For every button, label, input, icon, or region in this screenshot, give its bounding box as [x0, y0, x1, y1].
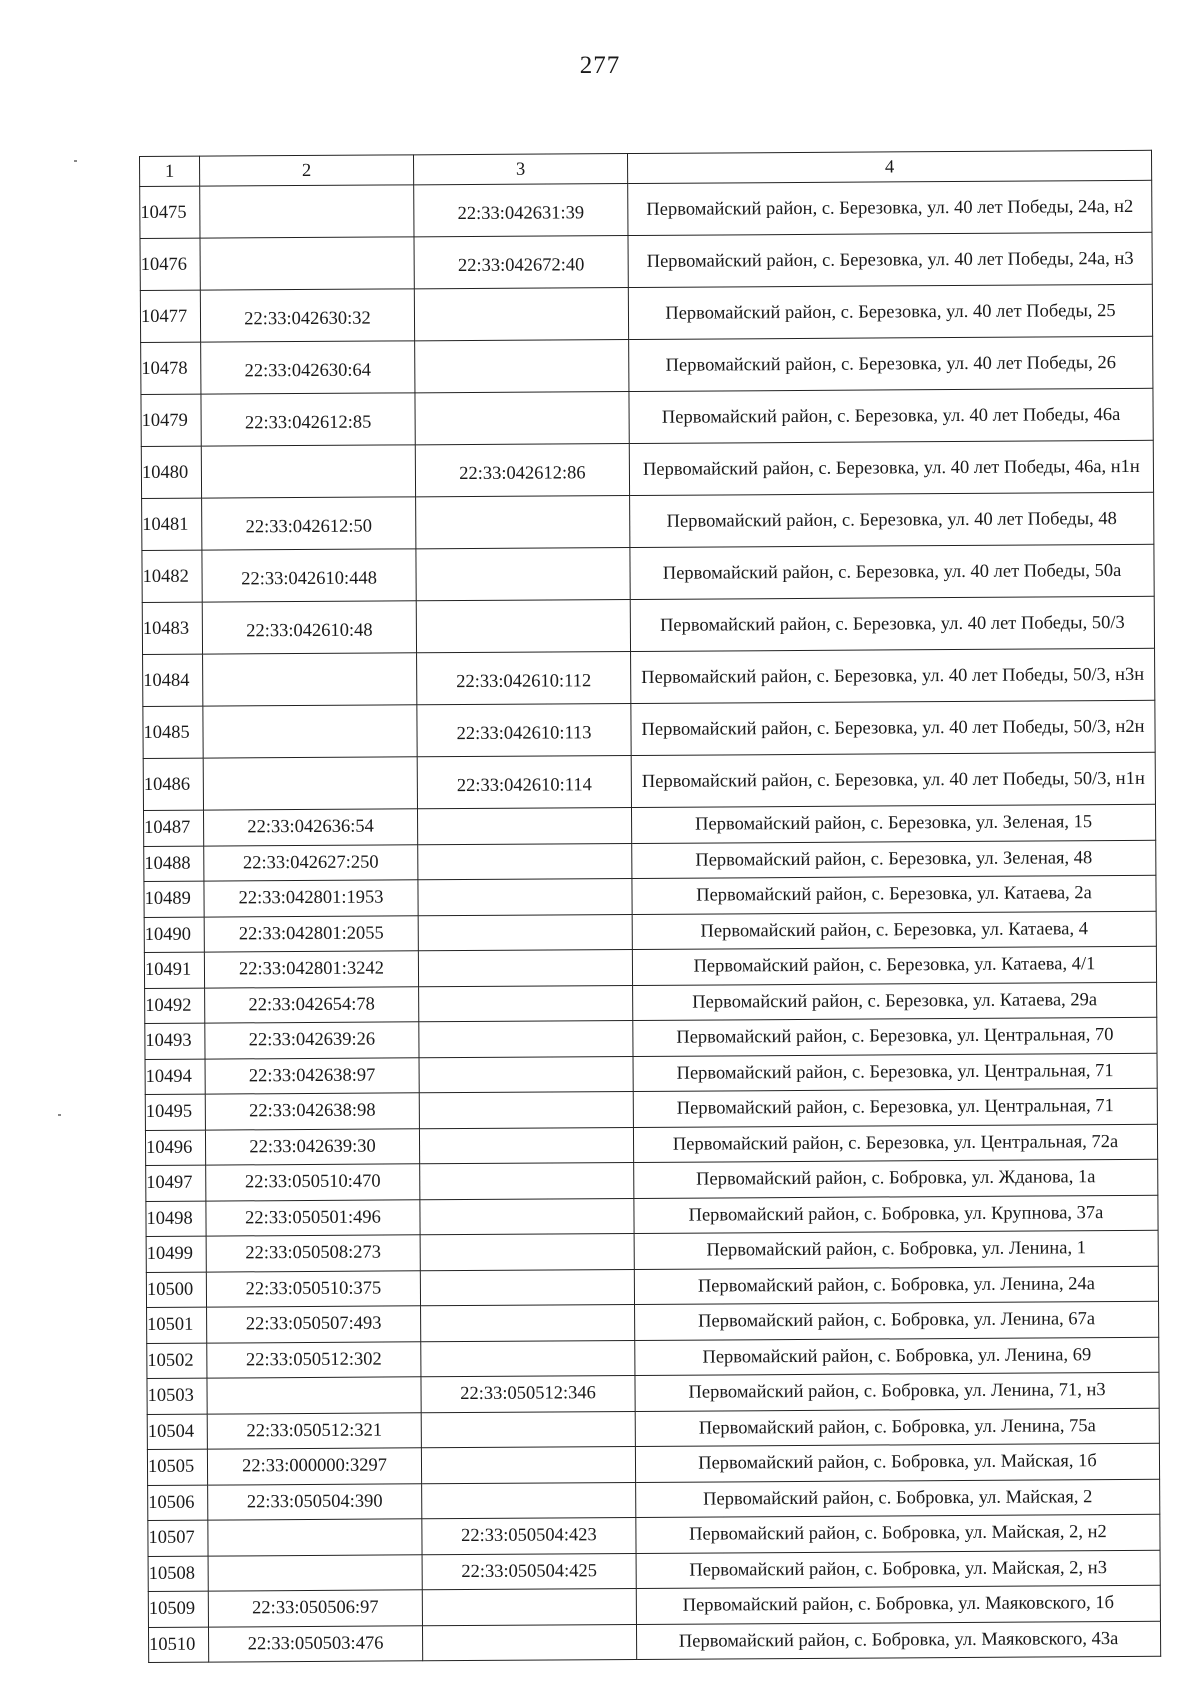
cadastral-number-cell: 22:33:042630:32	[200, 289, 414, 342]
column-header-4: 4	[627, 150, 1151, 183]
row-number-cell: 10496	[145, 1130, 205, 1166]
cadastral-number-cell	[208, 1554, 422, 1591]
row-number-cell: 10486	[143, 758, 203, 810]
table-row	[142, 596, 1154, 654]
row-number-cell: 10491	[144, 952, 204, 988]
row-number-cell: 10480	[141, 446, 201, 498]
premises-number-cell	[417, 808, 631, 845]
table-row	[145, 1017, 1157, 1059]
premises-number-cell: 22:33:050512:346	[421, 1375, 635, 1412]
address-cell: Первомайский район, с. Бобровка, ул. Майская, 2	[636, 1479, 1160, 1518]
table-row	[144, 911, 1156, 953]
row-number-cell: 10504	[147, 1414, 207, 1450]
premises-number-cell	[419, 985, 633, 1022]
cadastral-number-cell	[201, 445, 415, 498]
cadastral-number-cell: 22:33:050507:493	[207, 1306, 421, 1343]
row-number-cell: 10483	[142, 602, 202, 654]
premises-number-cell: 22:33:042631:39	[414, 184, 628, 237]
premises-number-cell: 22:33:050504:423	[422, 1517, 636, 1554]
address-cell: Первомайский район, с. Березовка, ул. Зеленая, 48	[632, 840, 1156, 879]
table-row	[148, 1621, 1160, 1663]
address-cell: Первомайский район, с. Березовка, ул. Центральная, 72а	[633, 1124, 1157, 1163]
premises-number-cell	[416, 548, 630, 601]
premises-number-cell	[415, 340, 629, 393]
table-row	[143, 648, 1155, 706]
table-row	[148, 1550, 1160, 1592]
address-cell: Первомайский район, с. Бобровка, ул. Ленина, 24а	[634, 1266, 1158, 1305]
column-header-3: 3	[413, 154, 627, 185]
cadastral-number-cell: 22:33:050510:470	[206, 1164, 420, 1201]
row-number-cell: 10475	[140, 186, 200, 238]
table-row	[148, 1585, 1160, 1627]
table-row	[140, 180, 1152, 238]
cadastral-number-cell: 22:33:042627:250	[204, 844, 418, 881]
cadastral-number-cell: 22:33:042638:97	[205, 1057, 419, 1094]
address-cell: Первомайский район, с. Бобровка, ул. Ленина, 1	[634, 1230, 1158, 1269]
table-row	[140, 284, 1152, 342]
cadastral-number-cell	[203, 653, 417, 706]
cadastral-number-cell: 22:33:042610:448	[202, 549, 416, 602]
address-cell: Первомайский район, с. Бобровка, ул. Ленина, 69	[635, 1337, 1159, 1376]
cadastral-number-cell: 22:33:000000:3297	[207, 1448, 421, 1485]
address-cell: Первомайский район, с. Березовка, ул. 40 лет Победы, 50а	[630, 544, 1154, 599]
cadastral-number-cell	[208, 1519, 422, 1556]
address-cell: Первомайский район, с. Березовка, ул. Зеленая, 15	[631, 804, 1155, 843]
cadastral-number-cell: 22:33:042801:1953	[204, 880, 418, 917]
cadastral-number-cell	[203, 757, 417, 810]
premises-number-cell: 22:33:042610:113	[417, 704, 631, 757]
cadastral-number-cell	[200, 237, 414, 290]
address-cell: Первомайский район, с. Бобровка, ул. Маяковского, 43а	[636, 1621, 1160, 1660]
cadastral-number-cell: 22:33:042654:78	[205, 986, 419, 1023]
column-header-2: 2	[200, 155, 414, 186]
cadastral-number-cell: 22:33:050504:390	[208, 1483, 422, 1520]
premises-number-cell	[420, 1198, 634, 1235]
table-row	[142, 492, 1154, 550]
row-number-cell: 10485	[143, 706, 203, 758]
cadastral-number-cell: 22:33:050503:476	[208, 1625, 422, 1662]
premises-number-cell	[416, 496, 630, 549]
row-number-cell: 10494	[145, 1059, 205, 1095]
cadastral-number-cell	[200, 185, 414, 238]
row-number-cell: 10493	[145, 1023, 205, 1059]
address-cell: Первомайский район, с. Березовка, ул. 40 лет Победы, 48	[630, 492, 1154, 547]
cadastral-number-cell: 22:33:042638:98	[205, 1093, 419, 1130]
address-cell: Первомайский район, с. Березовка, ул. 40 лет Победы, 46а, н1н	[629, 440, 1153, 495]
premises-number-cell	[421, 1340, 635, 1377]
table-row	[144, 946, 1156, 988]
row-number-cell: 10506	[148, 1485, 208, 1521]
cadastral-number-cell: 22:33:042630:64	[201, 341, 415, 394]
row-number-cell: 10477	[140, 290, 200, 342]
premises-number-cell	[418, 879, 632, 916]
row-number-cell: 10487	[143, 810, 203, 846]
row-number-cell: 10499	[146, 1236, 206, 1272]
row-number-cell: 10502	[147, 1343, 207, 1379]
row-number-cell: 10478	[141, 342, 201, 394]
premises-number-cell	[420, 1233, 634, 1270]
cadastral-number-cell: 22:33:050506:97	[208, 1590, 422, 1627]
address-cell: Первомайский район, с. Бобровка, ул. Ленина, 67а	[635, 1301, 1159, 1340]
premises-number-cell	[418, 914, 632, 951]
premises-number-cell: 22:33:042610:114	[417, 756, 631, 809]
address-cell: Первомайский район, с. Березовка, ул. 40 лет Победы, 50/3	[630, 596, 1154, 651]
premises-number-cell	[421, 1304, 635, 1341]
row-number-cell: 10500	[146, 1272, 206, 1308]
cadastral-number-cell: 22:33:042612:85	[201, 393, 415, 446]
page-number: 277	[579, 52, 621, 79]
row-number-cell: 10489	[144, 881, 204, 917]
address-cell: Первомайский район, с. Березовка, ул. 40 лет Победы, 50/3, н2н	[631, 700, 1155, 755]
address-cell: Первомайский район, с. Березовка, ул. Центральная, 70	[633, 1017, 1157, 1056]
address-cell: Первомайский район, с. Березовка, ул. Центральная, 71	[633, 1088, 1157, 1127]
table-row	[144, 840, 1156, 882]
row-number-cell: 10495	[145, 1094, 205, 1130]
premises-number-cell: 22:33:042610:112	[417, 652, 631, 705]
address-cell: Первомайский район, с. Березовка, ул. 40 лет Победы, 26	[629, 336, 1153, 391]
table-row	[145, 1053, 1157, 1095]
table-row	[144, 875, 1156, 917]
scan-speck	[58, 1114, 61, 1116]
cadastral-number-cell: 22:33:050512:302	[207, 1341, 421, 1378]
address-cell: Первомайский район, с. Березовка, ул. 40 лет Победы, 24а, н2	[628, 180, 1152, 235]
premises-number-cell	[421, 1411, 635, 1448]
column-header-1: 1	[140, 156, 200, 186]
address-cell: Первомайский район, с. Бобровка, ул. Ленина, 71, н3	[635, 1372, 1159, 1411]
cadastral-number-cell: 22:33:042801:2055	[204, 915, 418, 952]
address-cell: Первомайский район, с. Бобровка, ул. Ленина, 75а	[635, 1408, 1159, 1447]
premises-number-cell	[414, 288, 628, 341]
row-number-cell: 10503	[147, 1378, 207, 1414]
row-number-cell: 10507	[148, 1520, 208, 1556]
row-number-cell: 10492	[145, 988, 205, 1024]
cadastral-number-cell: 22:33:042636:54	[203, 809, 417, 846]
premises-number-cell	[419, 1056, 633, 1093]
premises-number-cell	[420, 1162, 634, 1199]
cadastral-number-cell: 22:33:050501:496	[206, 1199, 420, 1236]
table-body	[140, 180, 1161, 1662]
address-cell: Первомайский район, с. Бобровка, ул. Майская, 2, н3	[636, 1550, 1160, 1589]
cadastral-number-cell: 22:33:042612:50	[202, 497, 416, 550]
cadastral-number-cell	[203, 705, 417, 758]
table-row	[141, 440, 1153, 498]
premises-number-cell: 22:33:042612:86	[415, 444, 629, 497]
address-cell: Первомайский район, с. Бобровка, ул. Майская, 1б	[635, 1443, 1159, 1482]
address-cell: Первомайский район, с. Бобровка, ул. Маяковского, 1б	[636, 1585, 1160, 1624]
row-number-cell: 10481	[142, 498, 202, 550]
table-row	[145, 982, 1157, 1024]
premises-number-cell	[419, 1127, 633, 1164]
premises-number-cell	[422, 1482, 636, 1519]
row-number-cell: 10482	[142, 550, 202, 602]
cadastral-number-cell: 22:33:050512:321	[207, 1412, 421, 1449]
address-cell: Первомайский район, с. Березовка, ул. Катаева, 2а	[632, 875, 1156, 914]
row-number-cell: 10476	[140, 238, 200, 290]
row-number-cell: 10505	[147, 1449, 207, 1485]
row-number-cell: 10479	[141, 394, 201, 446]
premises-number-cell: 22:33:042672:40	[414, 236, 628, 289]
table-row	[140, 232, 1152, 290]
registry-table	[139, 150, 1161, 1663]
row-number-cell: 10508	[148, 1556, 208, 1592]
row-number-cell: 10510	[148, 1627, 208, 1663]
row-number-cell: 10509	[148, 1591, 208, 1627]
cadastral-number-cell: 22:33:050510:375	[206, 1270, 420, 1307]
address-cell: Первомайский район, с. Бобровка, ул. Крупнова, 37а	[634, 1195, 1158, 1234]
table-row	[141, 336, 1153, 394]
address-cell: Первомайский район, с. Березовка, ул. 40 лет Победы, 50/3, н1н	[631, 752, 1155, 807]
row-number-cell: 10488	[144, 846, 204, 882]
table-row	[143, 752, 1155, 810]
cadastral-number-cell: 22:33:042639:26	[205, 1022, 419, 1059]
premises-number-cell	[415, 392, 629, 445]
cadastral-number-cell	[207, 1377, 421, 1414]
table-row	[141, 388, 1153, 446]
row-number-cell: 10501	[147, 1307, 207, 1343]
address-cell: Первомайский район, с. Березовка, ул. 40 лет Победы, 25	[628, 284, 1152, 339]
table-row	[148, 1514, 1160, 1556]
scan-speck	[74, 160, 77, 162]
row-number-cell: 10484	[143, 654, 203, 706]
cadastral-number-cell: 22:33:050508:273	[206, 1235, 420, 1272]
premises-number-cell	[418, 950, 632, 987]
address-cell: Первомайский район, с. Бобровка, ул. Майская, 2, н2	[636, 1514, 1160, 1553]
address-cell: Первомайский район, с. Березовка, ул. 40 лет Победы, 50/3, н3н	[631, 648, 1155, 703]
address-cell: Первомайский район, с. Березовка, ул. Катаева, 4	[632, 911, 1156, 950]
table-row	[143, 700, 1155, 758]
row-number-cell: 10490	[144, 917, 204, 953]
cadastral-number-cell: 22:33:042610:48	[202, 601, 416, 654]
address-cell: Первомайский район, с. Березовка, ул. Центральная, 71	[633, 1053, 1157, 1092]
premises-number-cell	[419, 1020, 633, 1057]
table-row	[143, 804, 1155, 846]
address-cell: Первомайский район, с. Березовка, ул. 40 лет Победы, 46а	[629, 388, 1153, 443]
premises-number-cell: 22:33:050504:425	[422, 1553, 636, 1590]
address-cell: Первомайский район, с. Березовка, ул. 40 лет Победы, 24а, н3	[628, 232, 1152, 287]
premises-number-cell	[422, 1624, 636, 1661]
premises-number-cell	[420, 1269, 634, 1306]
premises-number-cell	[419, 1091, 633, 1128]
cadastral-number-cell: 22:33:042801:3242	[204, 951, 418, 988]
row-number-cell: 10497	[146, 1165, 206, 1201]
premises-number-cell	[422, 1588, 636, 1625]
address-cell: Первомайский район, с. Березовка, ул. Катаева, 29а	[633, 982, 1157, 1021]
table-row	[142, 544, 1154, 602]
premises-number-cell	[418, 843, 632, 880]
address-cell: Первомайский район, с. Бобровка, ул. Жданова, 1а	[634, 1159, 1158, 1198]
row-number-cell: 10498	[146, 1201, 206, 1237]
premises-number-cell	[416, 600, 630, 653]
address-cell: Первомайский район, с. Березовка, ул. Катаева, 4/1	[632, 946, 1156, 985]
cadastral-number-cell: 22:33:042639:30	[205, 1128, 419, 1165]
premises-number-cell	[421, 1446, 635, 1483]
